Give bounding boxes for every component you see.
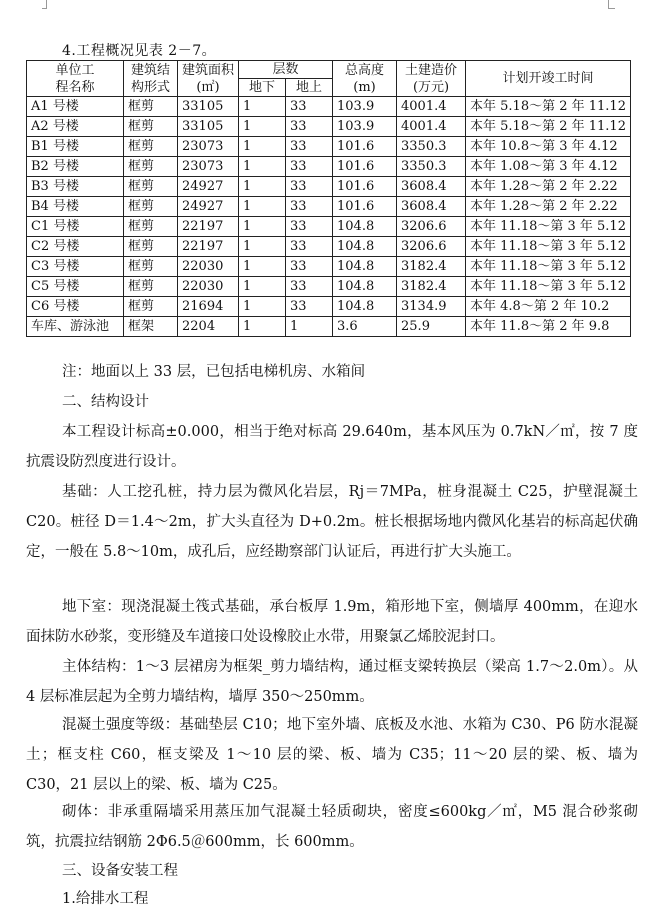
cell-unit-name: A2 号楼 bbox=[27, 117, 124, 137]
header-unit-name: 单位工 程名称 bbox=[27, 61, 124, 97]
cell-underground: 1 bbox=[239, 277, 286, 297]
header-cost: 土建造价 (万元) bbox=[397, 61, 466, 97]
cell-height: 103.9 bbox=[333, 97, 397, 117]
cell-structure: 框剪 bbox=[124, 237, 178, 257]
table-row bbox=[27, 277, 631, 297]
project-overview-table bbox=[26, 60, 631, 337]
cell-underground: 1 bbox=[239, 157, 286, 177]
cell-underground: 1 bbox=[239, 217, 286, 237]
table-row bbox=[27, 97, 631, 117]
table-row bbox=[27, 237, 631, 257]
subsection-title-plumbing: 1.给排水工程 bbox=[62, 891, 149, 907]
cell-unit-name: C5 号楼 bbox=[27, 277, 124, 297]
cell-structure: 框剪 bbox=[124, 257, 178, 277]
table-row bbox=[27, 317, 631, 337]
masonry-paragraph: 砌体：非承重隔墙采用蒸压加气混凝土轻质砌块，密度≤600kg／㎡，M5 混合砂浆砌筑，抗震拉结钢筋 2Φ6.5＠600mm，长 600mm。 bbox=[26, 804, 638, 850]
cell-underground: 1 bbox=[239, 317, 286, 337]
cell-area: 22030 bbox=[178, 277, 239, 297]
cell-cost: 3182.4 bbox=[397, 257, 466, 277]
basement-paragraph: 地下室：现浇混凝土筏式基础，承台板厚 1.9m，箱形地下室，侧墙厚 400mm，在迎水面抹防水砂浆，变形缝及车道接口处设橡胶止水带，用聚氯乙烯胶泥封口。 bbox=[26, 599, 638, 645]
cell-schedule: 本年 5.18～第 2 年 11.12 bbox=[466, 97, 631, 117]
cell-underground: 1 bbox=[239, 297, 286, 317]
cell-structure: 框剪 bbox=[124, 217, 178, 237]
cell-cost: 3206.6 bbox=[397, 237, 466, 257]
cell-cost: 4001.4 bbox=[397, 117, 466, 137]
cell-area: 2204 bbox=[178, 317, 239, 337]
cell-area: 22197 bbox=[178, 217, 239, 237]
cell-structure: 框剪 bbox=[124, 177, 178, 197]
cell-aboveground: 33 bbox=[286, 157, 333, 177]
cell-height: 101.6 bbox=[333, 177, 397, 197]
foundation-paragraph: 基础：人工挖孔桩，持力层为微风化岩层，Rj＝7MPa，桩身混凝土 C25，护壁混凝土 C20。桩径 D＝1.4～2m，扩大头直径为 D+0.2m。桩长根据场地内微风化基岩的标高起伏确定，一般在 5.8～10m，成孔后，应经勘察部门认证后，再进行扩大头施工。 bbox=[26, 484, 638, 560]
cell-schedule: 本年 1.28～第 2 年 2.22 bbox=[466, 177, 631, 197]
cell-aboveground: 33 bbox=[286, 197, 333, 217]
header-floors: 层数 bbox=[239, 61, 333, 79]
cell-cost: 3608.4 bbox=[397, 197, 466, 217]
cell-aboveground: 33 bbox=[286, 237, 333, 257]
cell-area: 22197 bbox=[178, 237, 239, 257]
header-underground: 地下 bbox=[239, 79, 286, 97]
cell-structure: 框剪 bbox=[124, 137, 178, 157]
cell-schedule: 本年 1.08～第 3 年 4.12 bbox=[466, 157, 631, 177]
cell-schedule: 本年 11.18～第 3 年 5.12 bbox=[466, 277, 631, 297]
cell-area: 24927 bbox=[178, 177, 239, 197]
table-row bbox=[27, 197, 631, 217]
cell-unit-name: B1 号楼 bbox=[27, 137, 124, 157]
cell-underground: 1 bbox=[239, 117, 286, 137]
cell-structure: 框架 bbox=[124, 317, 178, 337]
table-row bbox=[27, 177, 631, 197]
cell-unit-name: 车库、游泳池 bbox=[27, 317, 124, 337]
design-paragraph: 本工程设计标高±0.000，相当于绝对标高 29.640m，基本风压为 0.7kN／㎡，按 7 度抗震设防烈度进行设计。 bbox=[26, 424, 638, 470]
cell-schedule: 本年 11.8～第 2 年 9.8 bbox=[466, 317, 631, 337]
cell-area: 21694 bbox=[178, 297, 239, 317]
cell-height: 104.8 bbox=[333, 237, 397, 257]
cell-schedule: 本年 11.18～第 3 年 5.12 bbox=[466, 217, 631, 237]
cell-aboveground: 33 bbox=[286, 297, 333, 317]
cell-cost: 3206.6 bbox=[397, 217, 466, 237]
cell-aboveground: 33 bbox=[286, 257, 333, 277]
cell-underground: 1 bbox=[239, 197, 286, 217]
cell-aboveground: 33 bbox=[286, 97, 333, 117]
cell-height: 104.8 bbox=[333, 257, 397, 277]
section-title-equipment: 三、设备安装工程 bbox=[62, 863, 178, 879]
cell-unit-name: C3 号楼 bbox=[27, 257, 124, 277]
cell-unit-name: C1 号楼 bbox=[27, 217, 124, 237]
cell-height: 101.6 bbox=[333, 197, 397, 217]
cell-underground: 1 bbox=[239, 257, 286, 277]
cell-area: 33105 bbox=[178, 97, 239, 117]
cell-area: 33105 bbox=[178, 117, 239, 137]
cell-cost: 25.9 bbox=[397, 317, 466, 337]
cell-schedule: 本年 11.18～第 3 年 5.12 bbox=[466, 237, 631, 257]
cell-cost: 3182.4 bbox=[397, 277, 466, 297]
cell-height: 101.6 bbox=[333, 157, 397, 177]
cell-aboveground: 1 bbox=[286, 317, 333, 337]
cell-structure: 框剪 bbox=[124, 297, 178, 317]
table-row bbox=[27, 217, 631, 237]
cell-underground: 1 bbox=[239, 137, 286, 157]
table-row bbox=[27, 297, 631, 317]
cell-structure: 框剪 bbox=[124, 197, 178, 217]
cell-area: 23073 bbox=[178, 137, 239, 157]
cell-height: 104.8 bbox=[333, 297, 397, 317]
table-body bbox=[27, 97, 631, 337]
cell-schedule: 本年 10.8～第 3 年 4.12 bbox=[466, 137, 631, 157]
section-title-structure: 二、结构设计 bbox=[62, 394, 149, 410]
page-corner-mark-left bbox=[42, 0, 47, 9]
table-row bbox=[27, 117, 631, 137]
cell-height: 101.6 bbox=[333, 137, 397, 157]
cell-aboveground: 33 bbox=[286, 117, 333, 137]
header-area: 建筑面积 (㎡) bbox=[178, 61, 239, 97]
cell-unit-name: A1 号楼 bbox=[27, 97, 124, 117]
cell-cost: 3350.3 bbox=[397, 157, 466, 177]
header-height: 总高度 (m) bbox=[333, 61, 397, 97]
cell-underground: 1 bbox=[239, 97, 286, 117]
cell-cost: 3608.4 bbox=[397, 177, 466, 197]
cell-schedule: 本年 4.8～第 2 年 10.2 bbox=[466, 297, 631, 317]
cell-unit-name: C2 号楼 bbox=[27, 237, 124, 257]
cell-schedule: 本年 5.18～第 2 年 11.12 bbox=[466, 117, 631, 137]
cell-structure: 框剪 bbox=[124, 157, 178, 177]
cell-cost: 3134.9 bbox=[397, 297, 466, 317]
cell-underground: 1 bbox=[239, 177, 286, 197]
table-note: 注：地面以上 33 层，已包括电梯机房、水箱间 bbox=[62, 364, 366, 380]
cell-cost: 3350.3 bbox=[397, 137, 466, 157]
header-aboveground: 地上 bbox=[286, 79, 333, 97]
cell-aboveground: 33 bbox=[286, 177, 333, 197]
cell-area: 22030 bbox=[178, 257, 239, 277]
cell-height: 3.6 bbox=[333, 317, 397, 337]
cell-unit-name: B3 号楼 bbox=[27, 177, 124, 197]
table-row bbox=[27, 137, 631, 157]
cell-cost: 4001.4 bbox=[397, 97, 466, 117]
cell-underground: 1 bbox=[239, 237, 286, 257]
cell-structure: 框剪 bbox=[124, 277, 178, 297]
page-corner-mark-right bbox=[608, 0, 615, 9]
cell-height: 103.9 bbox=[333, 117, 397, 137]
table-row bbox=[27, 157, 631, 177]
cell-height: 104.8 bbox=[333, 277, 397, 297]
cell-schedule: 本年 1.28～第 2 年 2.22 bbox=[466, 197, 631, 217]
cell-height: 104.8 bbox=[333, 217, 397, 237]
cell-area: 23073 bbox=[178, 157, 239, 177]
header-structure: 建筑结 构形式 bbox=[124, 61, 178, 97]
header-schedule: 计划开竣工时间 bbox=[466, 61, 631, 97]
table-caption: 4.工程概况见表 2－7。 bbox=[62, 43, 217, 59]
cell-area: 24927 bbox=[178, 197, 239, 217]
cell-aboveground: 33 bbox=[286, 137, 333, 157]
cell-structure: 框剪 bbox=[124, 97, 178, 117]
cell-unit-name: C6 号楼 bbox=[27, 297, 124, 317]
cell-schedule: 本年 11.18～第 3 年 5.12 bbox=[466, 257, 631, 277]
table-header-row bbox=[27, 61, 631, 79]
cell-structure: 框剪 bbox=[124, 117, 178, 137]
concrete-paragraph: 混凝土强度等级：基础垫层 C10；地下室外墙、底板及水池、水箱为 C30、P6 防水混凝土；框支柱 C60，框支梁及 1～10 层的梁、板、墙为 C35；11～20 层的梁、板、墙为 C30，21 层以上的梁、板、墙为 C25。 bbox=[26, 717, 638, 793]
main-structure-paragraph: 主体结构：1～3 层裙房为框架_剪力墙结构，通过框支梁转换层（梁高 1.7～2.0m）。从 4 层标准层起为全剪力墙结构，墙厚 350～250mm。 bbox=[26, 659, 638, 705]
cell-aboveground: 33 bbox=[286, 217, 333, 237]
cell-unit-name: B2 号楼 bbox=[27, 157, 124, 177]
cell-aboveground: 33 bbox=[286, 277, 333, 297]
table-row bbox=[27, 257, 631, 277]
cell-unit-name: B4 号楼 bbox=[27, 197, 124, 217]
